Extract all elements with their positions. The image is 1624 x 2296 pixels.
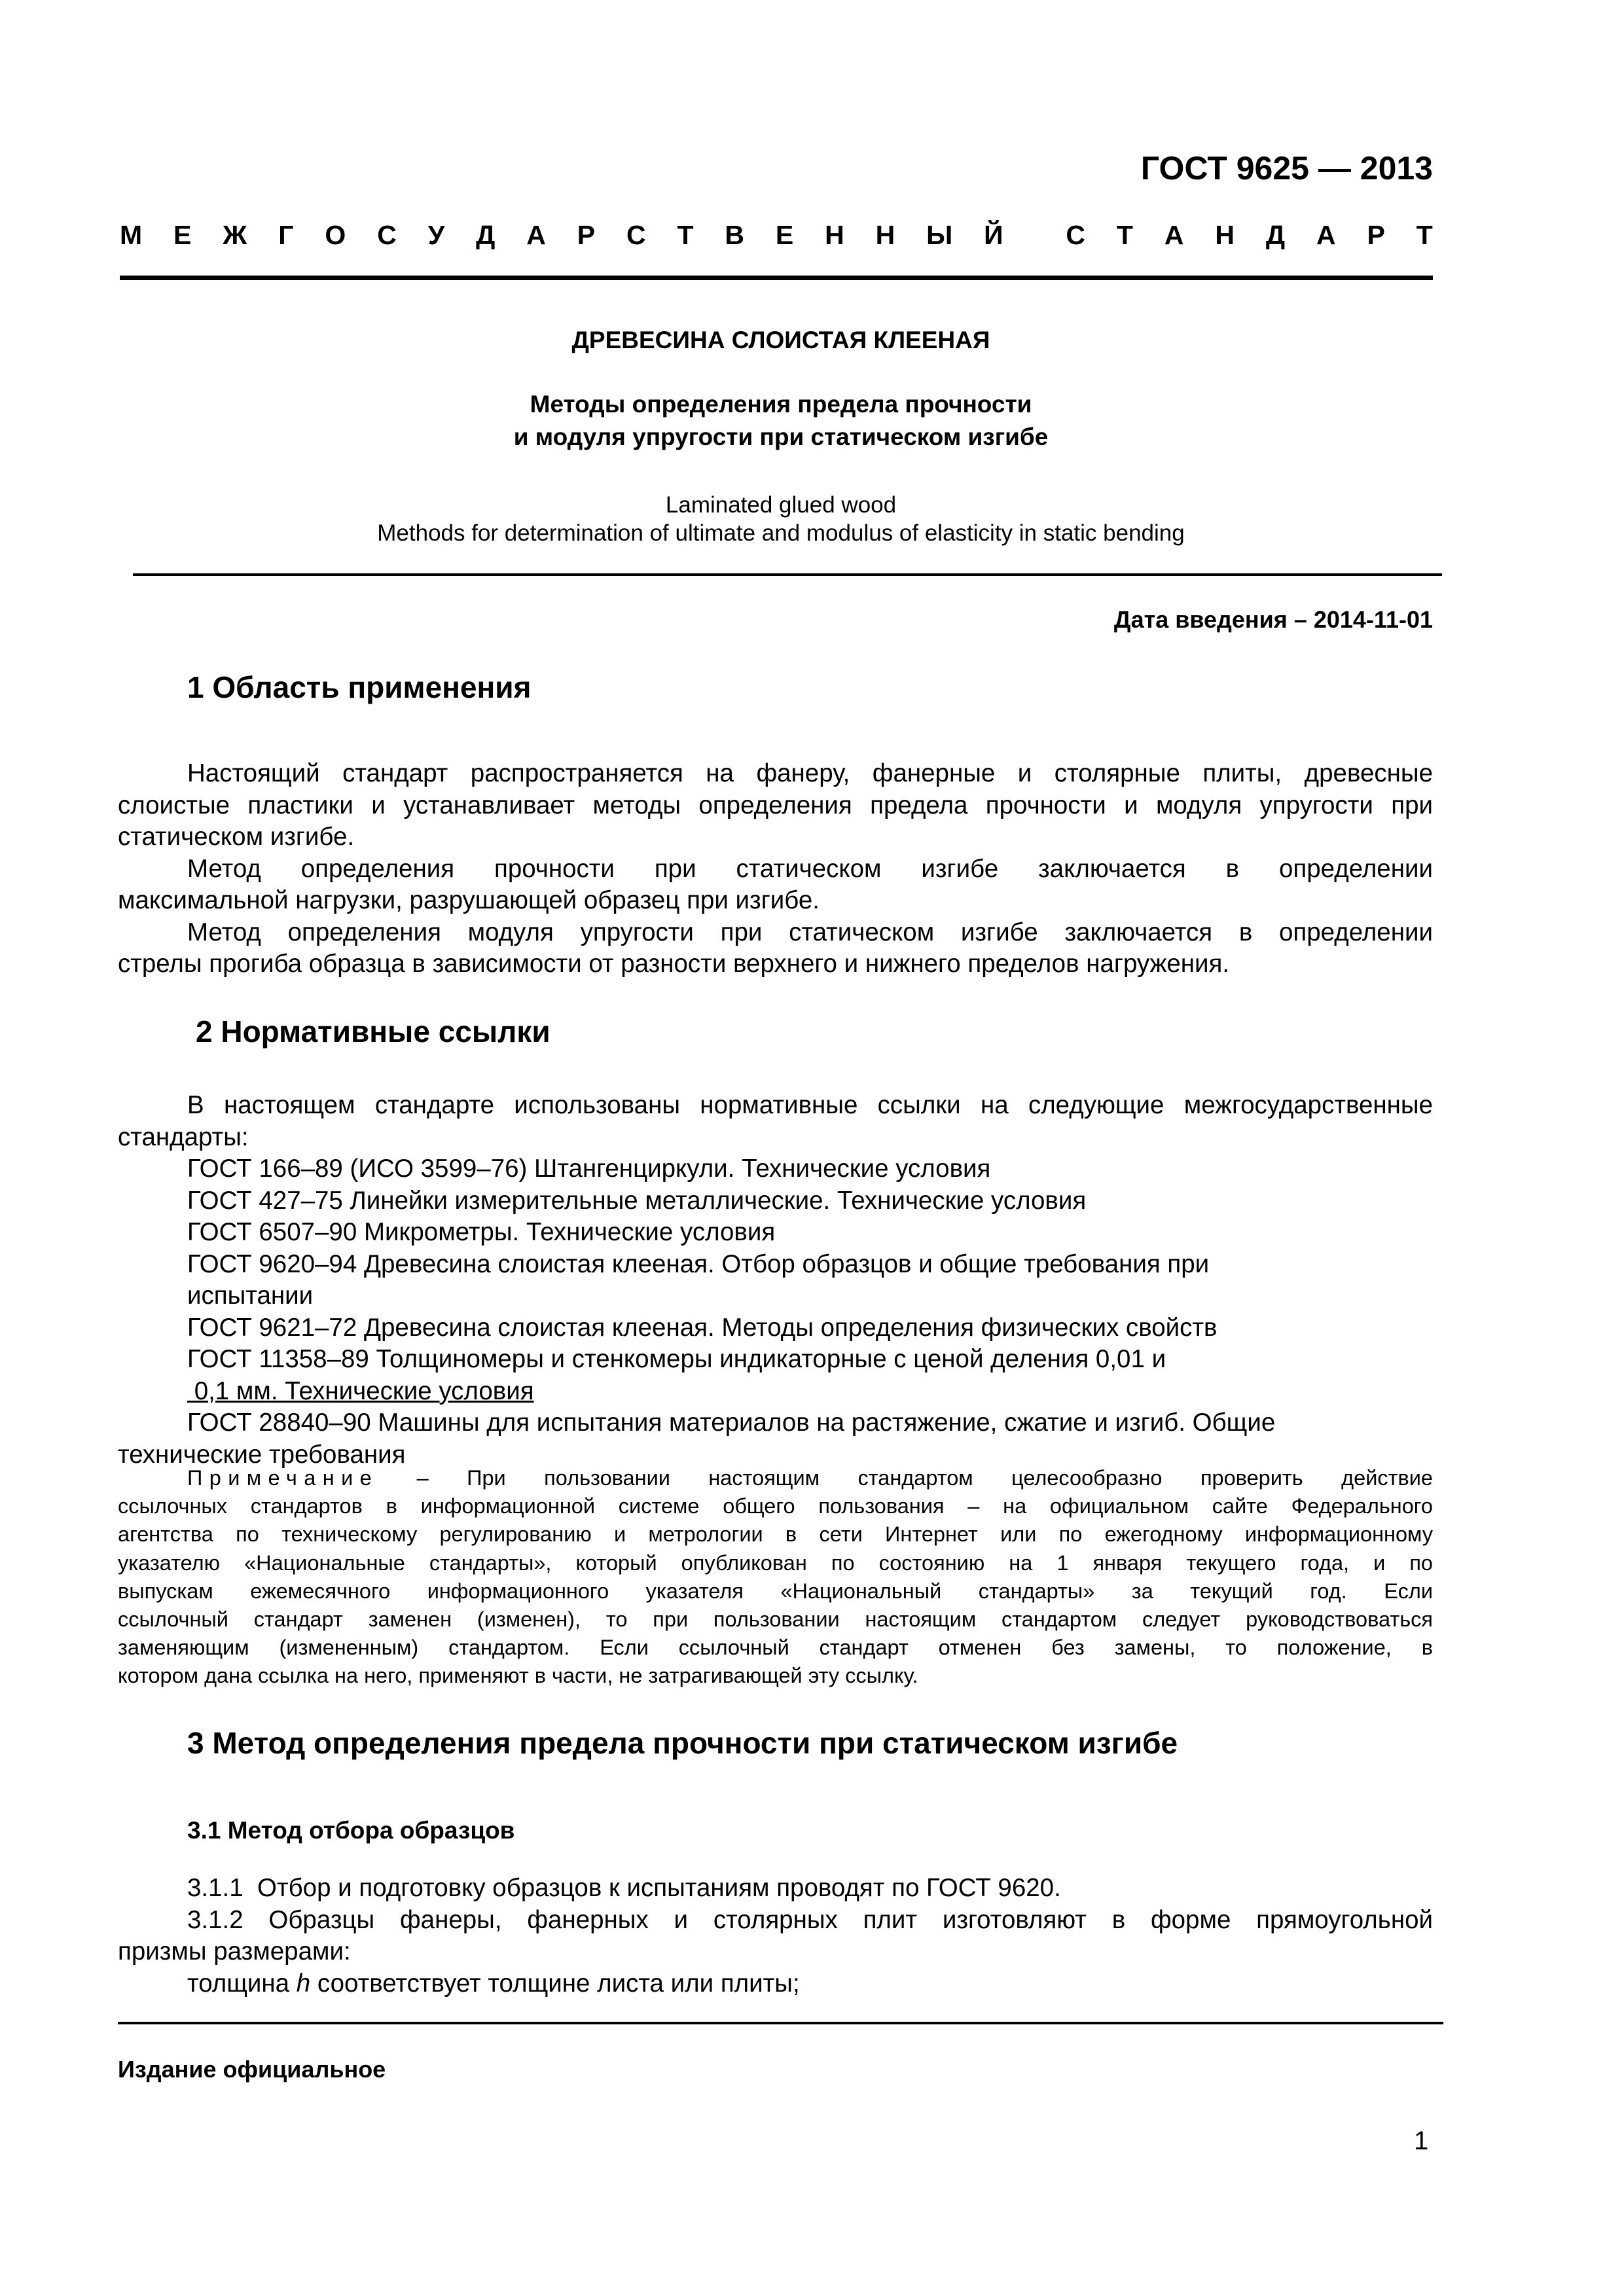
reference-item-continued: испытании — [187, 1282, 314, 1310]
standard-type-letter: Т — [1416, 220, 1433, 250]
standard-type-letter: М — [120, 220, 143, 250]
standard-type-letter: Ж — [223, 220, 247, 250]
english-title — [120, 491, 1442, 547]
text-line: 3.1.1 Отбор и подготовку образцов к испытаниям проводят по ГОСТ 9620. — [187, 1874, 1061, 1902]
underlined-text: 0,1 мм. Технические условия — [187, 1376, 534, 1405]
reference-item: ГОСТ 166–89 (ИСО 3599–76) Штангенциркули. Технические условия — [187, 1155, 991, 1183]
standard-type-letter: Т — [677, 220, 694, 250]
standard-type-letter: Н — [825, 220, 844, 250]
standard-type-letter: Н — [875, 220, 895, 250]
text-line: стандарты: — [118, 1122, 249, 1151]
reference-item: ГОСТ 11358–89 Толщиномеры и стенкомеры индикаторные с ценой деления 0,01 и — [187, 1345, 1166, 1373]
section-1-body — [118, 758, 1433, 980]
reference-item: ГОСТ 427–75 Линейки измерительные металлические. Технические условия — [187, 1186, 1087, 1215]
text-line: призмы размерами: — [118, 1937, 351, 1965]
english-title-line: Laminated glued wood — [665, 492, 897, 518]
standard-type-letter: Е — [173, 220, 192, 250]
text-line: статическом изгибе. — [118, 823, 355, 851]
standard-type-letter: Д — [476, 220, 496, 250]
title-divider — [133, 573, 1442, 576]
text-line: стрелы прогиба образца в зависимости от разности верхнего и нижнего пределов нагружения. — [118, 950, 1230, 978]
edition-label: Издание официальное — [118, 2056, 386, 2083]
section-3-heading: 3 Метод определения предела прочности при статическом изгибе — [187, 1726, 1178, 1760]
note-line: указателю «Национальные стандарты», который опубликован по состоянию на 1 января текущего года, и по — [118, 1551, 1433, 1575]
note-label: Примечание — [187, 1466, 379, 1490]
standard-type-letter: Д — [1265, 220, 1286, 250]
standard-type-letter: А — [526, 220, 546, 250]
section-3-body — [118, 1873, 1433, 2000]
note-line: агентства по техническому регулированию и метрологии в сети Интернет или по ежегодному информационному — [118, 1522, 1433, 1547]
standard-type-letter: Й — [984, 220, 1003, 250]
variable-h: h — [296, 1969, 311, 1998]
standard-type-letter: Г — [278, 220, 294, 250]
note-block — [118, 1464, 1433, 1691]
standard-type-letter: О — [325, 220, 346, 250]
page-number: 1 — [1414, 2126, 1429, 2155]
note-line: ссылочных стандартов в информационной системе общего пользования – на официальном сайте Федерального — [118, 1494, 1433, 1518]
header-divider — [120, 276, 1433, 280]
reference-item: ГОСТ 6507–90 Микрометры. Технические условия — [187, 1218, 776, 1246]
reference-item: ГОСТ 9621–72 Древесина слоистая клееная. Методы определения физических свойств — [187, 1313, 1218, 1342]
text-line: В настоящем стандарте использованы нормативные ссылки на следующие межгосударственные — [187, 1091, 1433, 1119]
english-title-line: Methods for determination of ultimate and modulus of elasticity in static bending — [377, 520, 1185, 546]
section-2-heading: 2 Нормативные ссылки — [196, 1014, 550, 1049]
standard-type-heading — [120, 220, 1433, 251]
section-1-heading: 1 Область применения — [187, 670, 532, 704]
subsection-3-1-heading: 3.1 Метод отбора образцов — [187, 1817, 515, 1844]
standard-type-letter: С — [377, 220, 397, 250]
text-line: Метод определения модуля упругости при статическом изгибе заключается в определении — [187, 918, 1433, 946]
footer-divider — [118, 2022, 1443, 2024]
reference-item-continued — [118, 1376, 1433, 1408]
text-fragment: соответствует толщине листа или плиты; — [310, 1969, 800, 1998]
text-line: 3.1.2 Образцы фанеры, фанерных и столярных плит изготовляют в форме прямоугольной — [187, 1905, 1433, 1934]
subtitle-line: и модуля упругости при статическом изгибе — [513, 423, 1049, 450]
standard-type-letter: В — [725, 220, 744, 250]
introduction-date: Дата введения – 2014-11-01 — [1113, 606, 1433, 633]
reference-item: ГОСТ 9620–94 Древесина слоистая клееная. Отбор образцов и общие требования при — [187, 1249, 1210, 1278]
standard-type-letter: А — [1316, 220, 1336, 250]
standard-type-letter: С — [626, 220, 646, 250]
text-fragment: толщина — [187, 1969, 297, 1998]
note-line: ссылочный стандарт заменен (изменен), то при пользовании настоящим стандартом следует руководствоваться — [118, 1607, 1433, 1632]
subtitle-line: Методы определения предела прочности — [530, 391, 1032, 418]
standard-type-letter: У — [427, 220, 445, 250]
note-line: заменяющим (измененным) стандартом. Если ссылочный стандарт отменен без замены, то положение, в — [118, 1636, 1433, 1660]
reference-item: ГОСТ 28840–90 Машины для испытания материалов на растяжение, сжатие и изгиб. Общие — [187, 1408, 1276, 1437]
standard-type-letter: С — [1066, 220, 1086, 250]
standard-type-letter: Р — [1367, 220, 1385, 250]
text-line: Настоящий стандарт распространяется на фанеру, фанерные и столярные плиты, древесные — [187, 759, 1433, 787]
text-line: максимальной нагрузки, разрушающей образец при изгибе. — [118, 886, 820, 914]
standard-type-letter: Т — [1116, 220, 1133, 250]
note-line — [118, 1464, 1433, 1492]
reference-item-continued: технические требования — [118, 1440, 406, 1469]
note-line: выпускам ежемесячного информационного указателя «Национальный стандарты» за текущий год. Если — [118, 1579, 1433, 1603]
section-2-body — [118, 1090, 1433, 1471]
note-line: котором дана ссылка на него, применяют в части, не затрагивающей эту ссылку. — [118, 1664, 918, 1688]
text-line — [118, 1968, 1433, 2000]
standard-type-letter: Ы — [926, 220, 953, 250]
document-subtitle — [120, 388, 1442, 454]
standard-type-letter: Н — [1215, 220, 1235, 250]
standard-type-letter: А — [1164, 220, 1184, 250]
document-title: ДРЕВЕСИНА СЛОИСТАЯ КЛЕЕНАЯ — [571, 327, 990, 353]
note-text: – При пользовании настоящим стандартом целесообразно проверить действие — [378, 1466, 1433, 1490]
text-line: слоистые пластики и устанавливает методы определения предела прочности и модуля упругости при — [118, 791, 1433, 819]
standard-type-letter: Е — [775, 220, 794, 250]
standard-type-letter: Р — [577, 220, 596, 250]
text-line: Метод определения прочности при статическом изгибе заключается в определении — [187, 854, 1433, 883]
document-number: ГОСТ 9625 — 2013 — [1140, 150, 1433, 187]
